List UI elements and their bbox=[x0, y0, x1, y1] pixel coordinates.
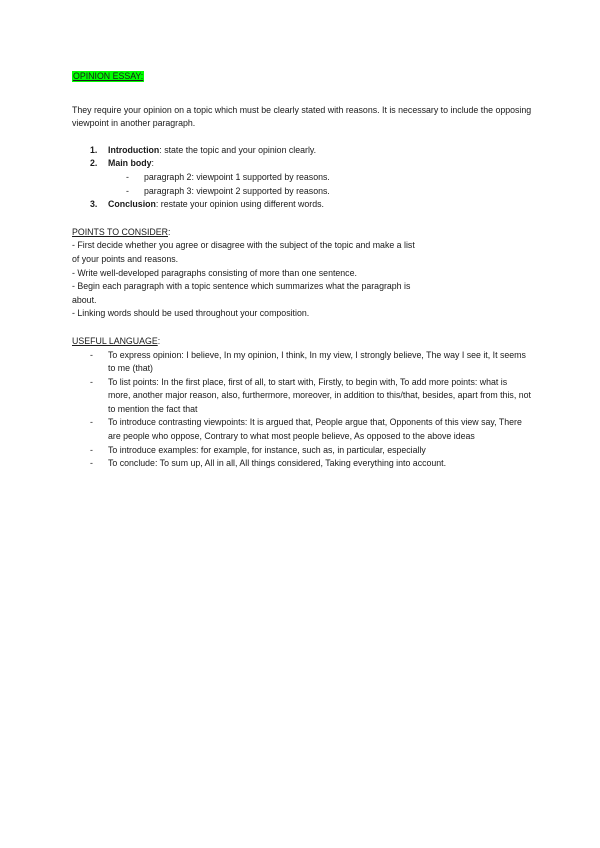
points-heading-text: POINTS TO CONSIDER bbox=[72, 226, 168, 237]
structure-number: 3. bbox=[90, 199, 98, 210]
structure-label: Introduction bbox=[108, 144, 160, 155]
document-page bbox=[72, 70, 532, 471]
points-line: - First decide whether you agree or disagree with the subject of the topic and make a list bbox=[72, 240, 415, 251]
dash-bullet: - bbox=[90, 444, 93, 455]
points-line: - Linking words should be used throughout your composition. bbox=[72, 308, 310, 319]
structure-text: : bbox=[151, 158, 154, 169]
sub-item bbox=[72, 185, 532, 199]
useful-heading-text: USEFUL LANGUAGE bbox=[72, 335, 158, 346]
useful-item bbox=[72, 349, 532, 376]
structure-text: : restate your opinion using different words. bbox=[155, 199, 324, 210]
dash-bullet: - bbox=[90, 349, 93, 360]
useful-item-text: To express opinion: I believe, In my opinion, I think, In my view, I strongly believe, The way I see it, It seems to me (that) bbox=[108, 349, 526, 374]
points-line: of your points and reasons. bbox=[72, 253, 179, 264]
structure-item-main-body bbox=[72, 157, 532, 198]
structure-number: 2. bbox=[90, 158, 98, 169]
dash-bullet: - bbox=[126, 185, 129, 196]
structure-label: Main body bbox=[108, 158, 152, 169]
useful-item bbox=[72, 416, 532, 443]
dash-bullet: - bbox=[126, 171, 129, 182]
structure-item-conclusion bbox=[72, 198, 532, 212]
useful-item bbox=[72, 376, 532, 417]
dash-bullet: - bbox=[90, 458, 93, 469]
useful-item bbox=[72, 444, 532, 458]
points-heading-colon: : bbox=[167, 226, 171, 237]
useful-item-text: To conclude: To sum up, All in all, All things considered, Taking everything into account. bbox=[108, 458, 447, 469]
points-line: - Write well-developed paragraphs consisting of more than one sentence. bbox=[72, 267, 357, 278]
useful-item-text: To list points: In the first place, first of all, to start with, Firstly, to begin with, To add more points: what is more, another major reason, also, furthermore, moreover, in addition to this/that, besides, apart from this, not to mention the fact that bbox=[108, 376, 531, 414]
useful-language-list bbox=[72, 349, 532, 471]
sub-item-text: paragraph 3: viewpoint 2 supported by reasons. bbox=[144, 185, 330, 196]
structure-label: Conclusion bbox=[108, 199, 156, 210]
structure-number: 1. bbox=[90, 144, 98, 155]
points-line: about. bbox=[72, 294, 97, 305]
essay-structure-list bbox=[72, 144, 532, 212]
structure-text: : state the topic and your opinion clearly. bbox=[159, 144, 317, 155]
points-line: - Begin each paragraph with a topic sentence which summarizes what the paragraph is bbox=[72, 281, 411, 292]
useful-item bbox=[72, 457, 532, 471]
sub-item-text: paragraph 2: viewpoint 1 supported by reasons. bbox=[144, 171, 330, 182]
essay-title: OPINION ESSAY: bbox=[73, 71, 144, 81]
main-body-sublist bbox=[72, 171, 532, 198]
points-block bbox=[72, 239, 532, 321]
useful-item-text: To introduce contrasting viewpoints: It is argued that, People argue that, Opponents of this view say, There are people who oppose, Contrary to what most people believe, As opposed to the above ideas bbox=[108, 417, 522, 442]
dash-bullet: - bbox=[90, 417, 93, 428]
sub-item bbox=[72, 171, 532, 185]
useful-item-text: To introduce examples: for example, for instance, such as, in particular, especially bbox=[108, 444, 426, 455]
dash-bullet: - bbox=[90, 376, 93, 387]
intro-paragraph: They require your opinion on a topic which must be clearly stated with reasons. It is necessary to include the opposing viewpoint in another paragraph. bbox=[72, 104, 532, 129]
structure-item-introduction bbox=[72, 144, 532, 158]
title-line bbox=[72, 70, 532, 84]
useful-heading bbox=[72, 335, 532, 349]
points-heading bbox=[72, 226, 532, 240]
useful-heading-colon: : bbox=[157, 335, 161, 346]
